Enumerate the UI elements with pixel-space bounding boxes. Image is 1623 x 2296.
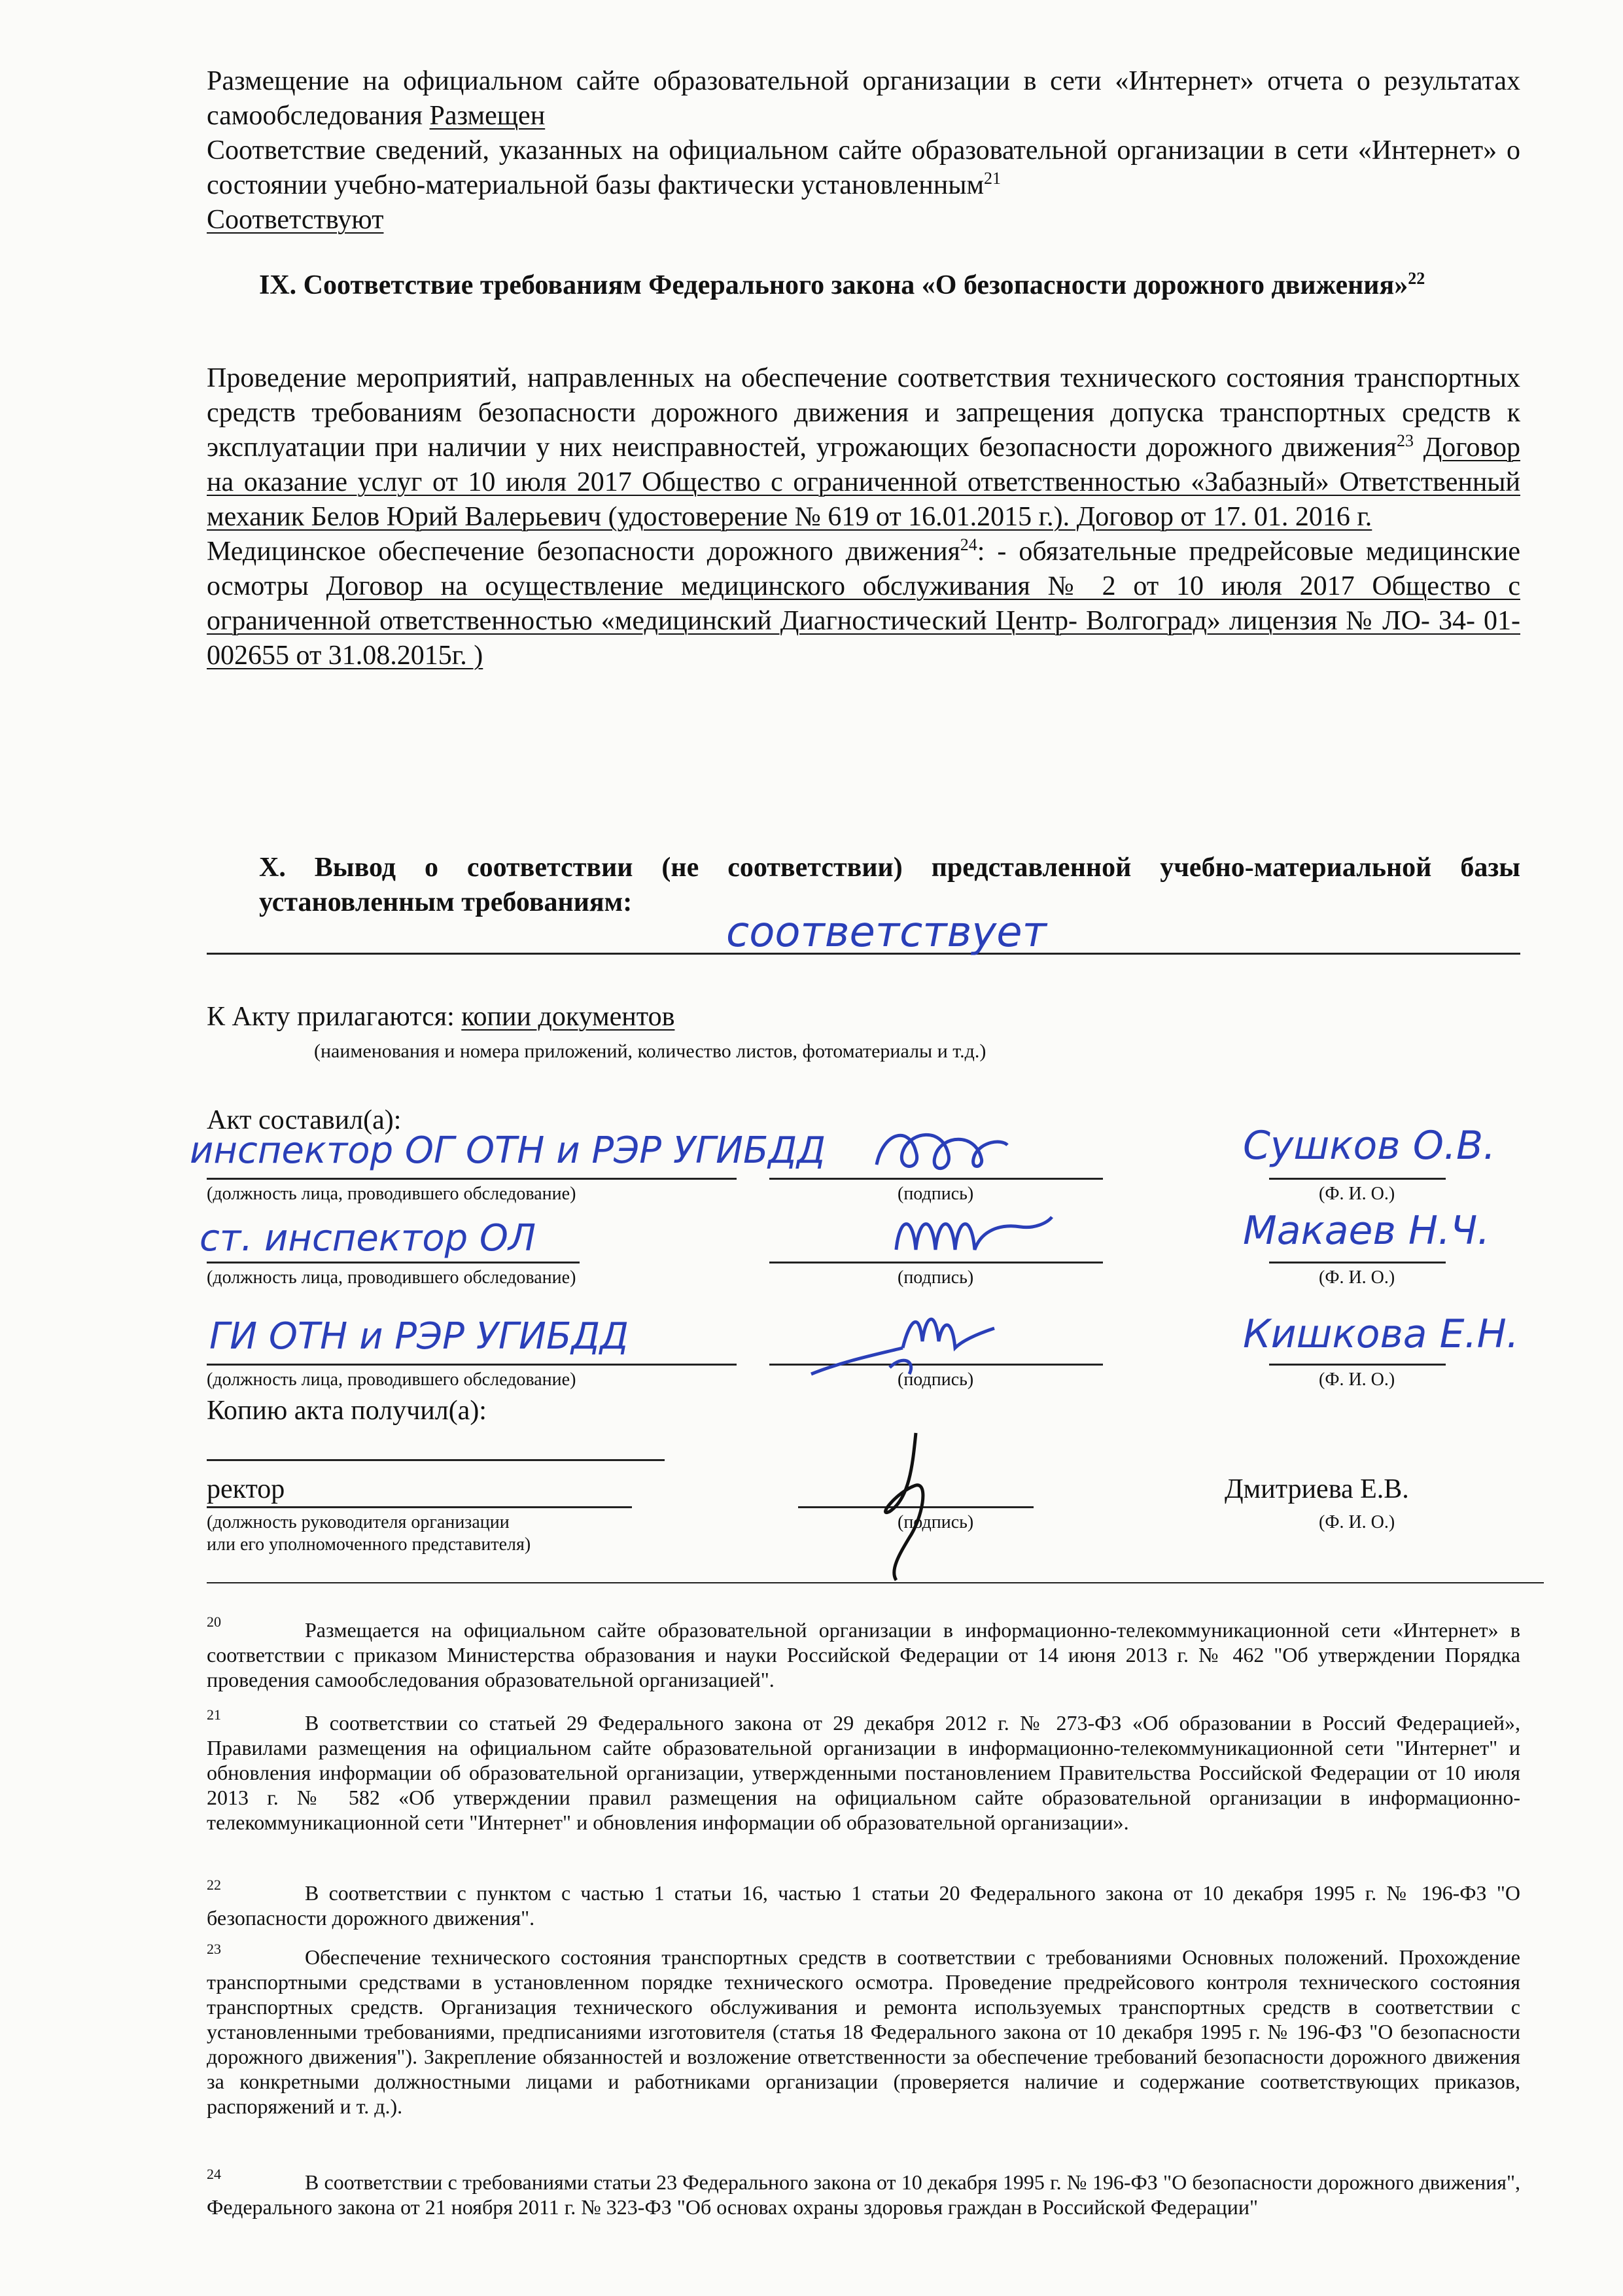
footnote-21 [207,1706,1520,1835]
section-9-p2-answer: Договор на осуществление медицинского обслуживания № 2 от 10 июля 2017 Общество с ограниченной ответственностью «медицинский Диагностический Центр- Волгоград» лицензия № ЛО- 34- 01- 002655 от 31.08.2015г. ) [207,571,1520,671]
signer-2-fio-line [1269,1262,1446,1263]
footnote-22-text: В соответствии с пунктом с частью 1 статьи 16, частью 1 статьи 20 Федерального закона от 10 декабря 1995 г. № 196-ФЗ "О безопасности дорожного движения". [207,1881,1520,1930]
attachments-line [207,1000,674,1034]
footnote-24-number: 24 [207,2166,221,2182]
receiver-fio: Дмитриева Е.В. [1225,1474,1409,1504]
signer-3-fio-line [1269,1364,1446,1366]
signer-3-position-line [207,1364,737,1366]
attachments-hint: (наименования и номера приложений, количество листов, фотоматериалы и т.д.) [314,1040,986,1062]
signer-1-fio: Сушков О.В. [1243,1123,1496,1169]
section-9-p2-text: Медицинское обеспечение безопасности дорожного движения [207,537,960,567]
signer-3-caption-sign: (подпись) [898,1369,974,1390]
section-9-paragraph-1 [207,361,1520,535]
footnote-23-text: Обеспечение технического состояния транспортных средств в соответствии с требованиями Основных положений. Прохождение транспортными средствами в установленном порядке технического осмотра. Проведение предрейсового контроля технического состояния транспортных средств. Организация технического обслуживания и ремонта используемых транспортных средств в соответствии с установленными требованиями, предписаниями изготовителя (статья 18 Федерального закона от 10 декабря 1995 г. № 196-ФЗ "О безопасности дорожного движения"). Закрепление обязанностей и возложение ответственности за обеспечение требований безопасности дорожного движения за конкретными должностными лицами и работниками организации (проверяется наличие и содержание соответствующих приказов, распоряжений и т. д.). [207,1945,1520,2118]
signer-1-fio-line [1269,1178,1446,1180]
intro-line1: Размещение на официальном сайте образовательной организации в сети «Интернет» отчета о результатах самообследования [207,66,1520,131]
footnote-23-number: 23 [207,1941,221,1957]
section-9-title [259,268,1520,303]
signer-2-caption-sign: (подпись) [898,1267,974,1288]
section-9-p2-rest: : - обязательные предрейсовые медицинские осмотры [207,537,1520,601]
signer-1-caption-sign: (подпись) [898,1184,974,1204]
signer-1-position-line [207,1178,737,1180]
receiver-label: Копию акта получил(а): [207,1396,487,1426]
receiver-caption-fio: (Ф. И. О.) [1319,1512,1395,1532]
footnote-21-number: 21 [207,1706,221,1723]
footnote-20-text: Размещается на официальном сайте образовательной организации в информационно-телекоммуникационной сети «Интернет» в соответствии с приказом Министерства образования и науки Российской Федерации от 14 июня 2013 г. № 462 "Об утверждении Порядка проведения самообследования образовательной организацией". [207,1618,1520,1691]
signer-2-position: ст. инспектор ОЛ [200,1217,536,1260]
footnote-ref-22: 22 [1408,269,1425,288]
section-9-paragraph-2 [207,535,1520,673]
signer-2-caption-position: (должность лица, проводившего обследование) [207,1267,576,1288]
signer-3-position: ГИ ОТН и РЭР УГИБДД [209,1315,629,1358]
footnote-24-text: В соответствии с требованиями статьи 23 Федерального закона от 10 декабря 1995 г. № 196-ФЗ "О безопасности дорожного движения", Федерального закона от 21 ноября 2011 г. № 323-ФЗ "Об основах охраны здоровья граждан в Российской Федерации" [207,2170,1520,2219]
footnote-ref-21: 21 [984,169,1002,188]
attachments-label: К Акту прилагаются: [207,1002,462,1032]
footnote-23 [207,1941,1520,2119]
signer-1-caption-fio: (Ф. И. О.) [1319,1184,1395,1204]
footnote-ref-24: 24 [960,535,977,554]
footnote-ref-23: 23 [1396,431,1414,450]
receiver-caption-position-1: (должность руководителя организации [207,1512,510,1532]
signer-2-signature [890,1204,1053,1263]
footnote-24 [207,2166,1520,2219]
signer-1-position: инспектор ОГ ОТН и РЭР УГИБДД [190,1129,826,1172]
intro-block [207,64,1520,238]
receiver-extra-line [207,1459,665,1461]
receiver-caption-position-2: или его уполномоченного представителя) [207,1534,531,1555]
section-10-title: X. Вывод о соответствии (не соответствии) представленной учебно-материальной базы установленным требованиям: [259,853,1520,917]
signer-1-signature [870,1119,1014,1184]
footnote-20-number: 20 [207,1614,221,1630]
receiver-position-line [207,1506,632,1508]
intro-line2: Соответствие сведений, указанных на официальном сайте образовательной организации в сети «Интернет» о состоянии учебно-материальной базы фактически установленным [207,135,1520,200]
section-9-p1-answer: Договор на оказание услуг от 10 июля 2017 Общество с ограниченной ответственностью «Забазный» Ответственный механик Белов Юрий Валерьевич (удостоверение № 619 от 16.01.2015 г.). Договор от 17. 01. 2016 г. [207,433,1520,532]
section-9-p1-text: Проведение мероприятий, направленных на обеспечение соответствия технического состояния транспортных средств требованиям безопасности дорожного движения и запрещения допуска транспортных средств к эксплуатации при наличии у них неисправностей, угрожающих безопасности дорожного движения [207,363,1520,463]
signer-3-caption-position: (должность лица, проводившего обследование) [207,1369,576,1390]
signer-2-fio: Макаев Н.Ч. [1243,1208,1490,1254]
receiver-signature [850,1426,981,1583]
signer-3-caption-fio: (Ф. И. О.) [1319,1369,1395,1390]
section-9-body [207,361,1520,673]
signer-2-caption-fio: (Ф. И. О.) [1319,1267,1395,1288]
signer-2-position-line [207,1262,580,1263]
section-9-title-text: IX. Соответствие требованиям Федерального закона «О безопасности дорожного движения» [259,270,1408,300]
footnote-separator [207,1582,1544,1583]
signer-3-fio: Кишкова Е.Н. [1243,1311,1519,1357]
footnote-21-text: В соответствии со статьей 29 Федерального закона от 29 декабря 2012 г. № 273-ФЗ «Об образовании в Россий Федерацией», Правилами размещения на официальном сайте образовательной организации в информационно-телекоммуникационной сети "Интернет" и обновления информации об образовательной организации, утвержденными постановлением Правительства Российской Федерации от 10 июля 2013 г. № 582 «Об утверждении правил размещения на официальном сайте образовательной организации в информационно-телекоммуникационной сети "Интернет" и обновления информации об образовательной организации». [207,1711,1520,1834]
handwritten-conclusion: соответствует [726,908,1047,957]
signers-label: Акт составил(а): [207,1105,402,1135]
signer-1-caption-position: (должность лица, проводившего обследование) [207,1184,576,1204]
footnote-22-number: 22 [207,1877,221,1893]
attachments-value: копии документов [461,1002,675,1032]
receiver-caption-sign: (подпись) [898,1512,974,1532]
receiver-position: ректор [207,1474,285,1504]
footnote-22 [207,1877,1520,1930]
intro-line1-answer: Размещен [429,101,546,131]
footnote-20 [207,1614,1520,1692]
intro-line2-answer: Соответствуют [207,205,384,235]
